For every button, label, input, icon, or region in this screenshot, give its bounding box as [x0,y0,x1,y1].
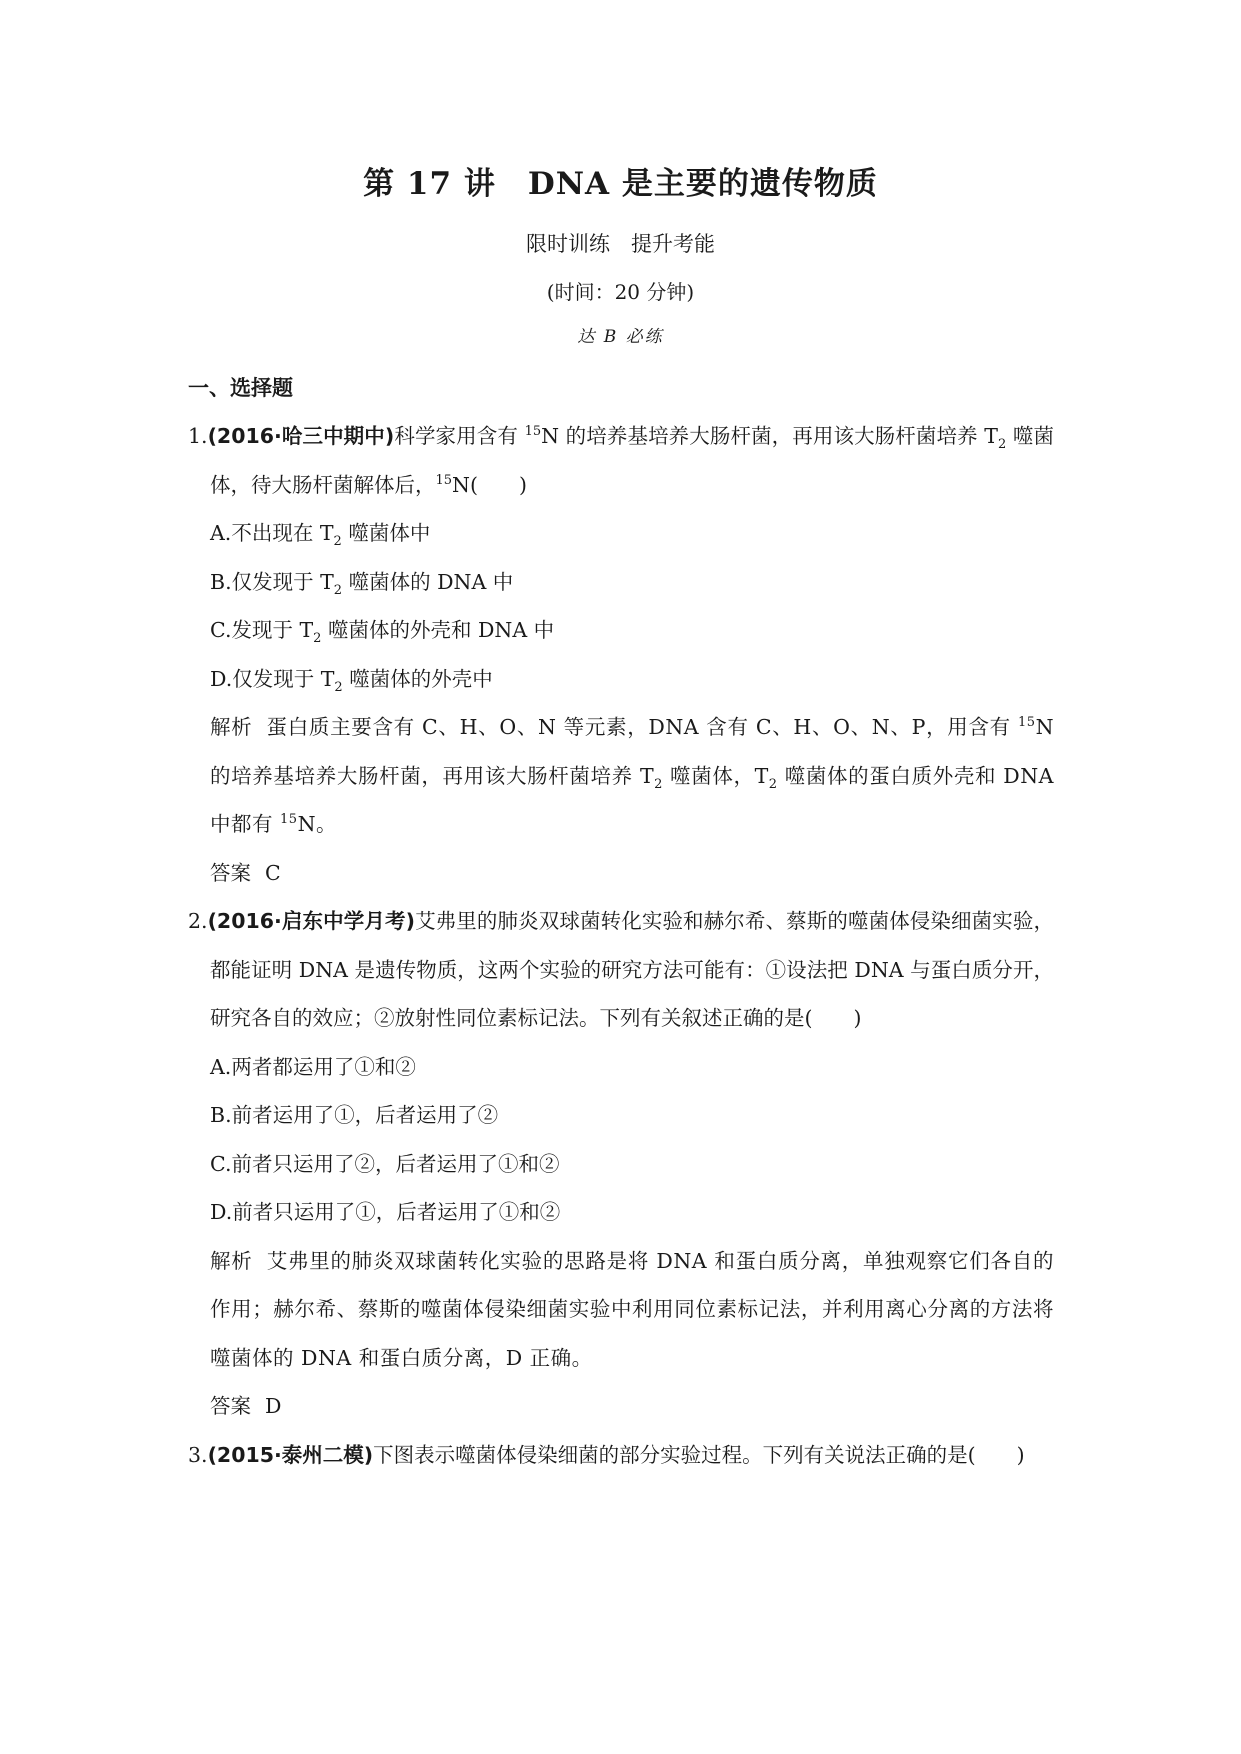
question-2-explanation: 解析 艾弗里的肺炎双球菌转化实验的思路是将 DNA 和蛋白质分离，单独观察它们各自的作用；赫尔希、蔡斯的噬菌体侵染细菌实验中利用同位素标记法，并利用离心分离的方法将噬菌体的 DNA 和蛋白质分离，D 正确。 [210,1248,1055,1370]
question-1-explanation: 解析 蛋白质主要含有 C、H、O、N 等元素，DNA 含有 C、H、O、N、P，用含有 $^{15}$N 的培养基培养大肠杆菌，再用该大肠杆菌培养 $T_2$ 噬菌体，$T_2$ 噬菌体的蛋白质外壳和 DNA 中都有 $^{15}$N。 [210,715,1055,836]
explanation-label: 解析 [210,715,253,739]
option-d: D.仅发现于 $T_2$ 噬菌体的外壳中 [210,666,493,695]
answer-value: C [265,860,281,885]
question-source: (2016·哈三中期中) [207,424,395,448]
option-c: C.前者只运用了②，后者运用了①和② [210,1151,560,1176]
answer-label: 答案 [210,860,251,885]
level-label: 达 B 必练 [577,327,664,347]
option-b: B.仅发现于 $T_2$ 噬菌体的 DNA 中 [210,569,514,598]
option-a: A.两者都运用了①和② [210,1054,416,1079]
answer-label: 答案 [210,1394,251,1418]
question-2-answer [188,1382,1054,1431]
option-b: B.前者运用了①，后者运用了② [210,1103,499,1127]
answer-value: D [265,1394,282,1418]
question-1-answer [188,849,1054,898]
option-a: A.不出现在 $T_2$ 噬菌体中 [210,521,431,550]
explanation-label: 解析 [210,1248,253,1273]
time-limit: (时间：20 分钟) [546,280,695,304]
option-c: C.发现于 $T_2$ 噬菌体的外壳和 DNA 中 [210,618,555,647]
question-3-stem: 3.(2015·泰州二模)下图表示噬菌体侵染细菌的部分实验过程。下列有关说法正确的是( ) [188,1442,1025,1467]
question-source: (2015·泰州二模) [207,1442,374,1467]
question-1-stem: 1.(2016·哈三中期中)科学家用含有 $^{15}$N 的培养基培养大肠杆菌，再用该大肠杆菌培养 $T_2$ 噬菌体，待大肠杆菌解体后，$^{15}$N( ) [188,424,1054,497]
page-subtitle: 限时训练 提升考能 [526,232,715,256]
question-number: 3. [188,1442,208,1467]
question-source: (2016·启东中学月考) [207,909,415,933]
question-2-stem: 2.(2016·启东中学月考)艾弗里的肺炎双球菌转化实验和赫尔希、蔡斯的噬菌体侵染细菌实验，都能证明 DNA 是遗传物质，这两个实验的研究方法可能有：①设法把 DNA 与蛋白质分开，研究各自的效应；②放射性同位素标记法。下列有关叙述正确的是( ) [188,909,1054,1030]
question-number: 2. [188,909,208,933]
questions [188,412,1054,1479]
page-title: 第 17 讲 DNA 是主要的遗传物质 [363,166,878,202]
option-d: D.前者只运用了①，后者运用了①和② [210,1200,561,1224]
question-number: 1. [188,424,208,448]
section-title: 一、选择题 [188,375,293,400]
